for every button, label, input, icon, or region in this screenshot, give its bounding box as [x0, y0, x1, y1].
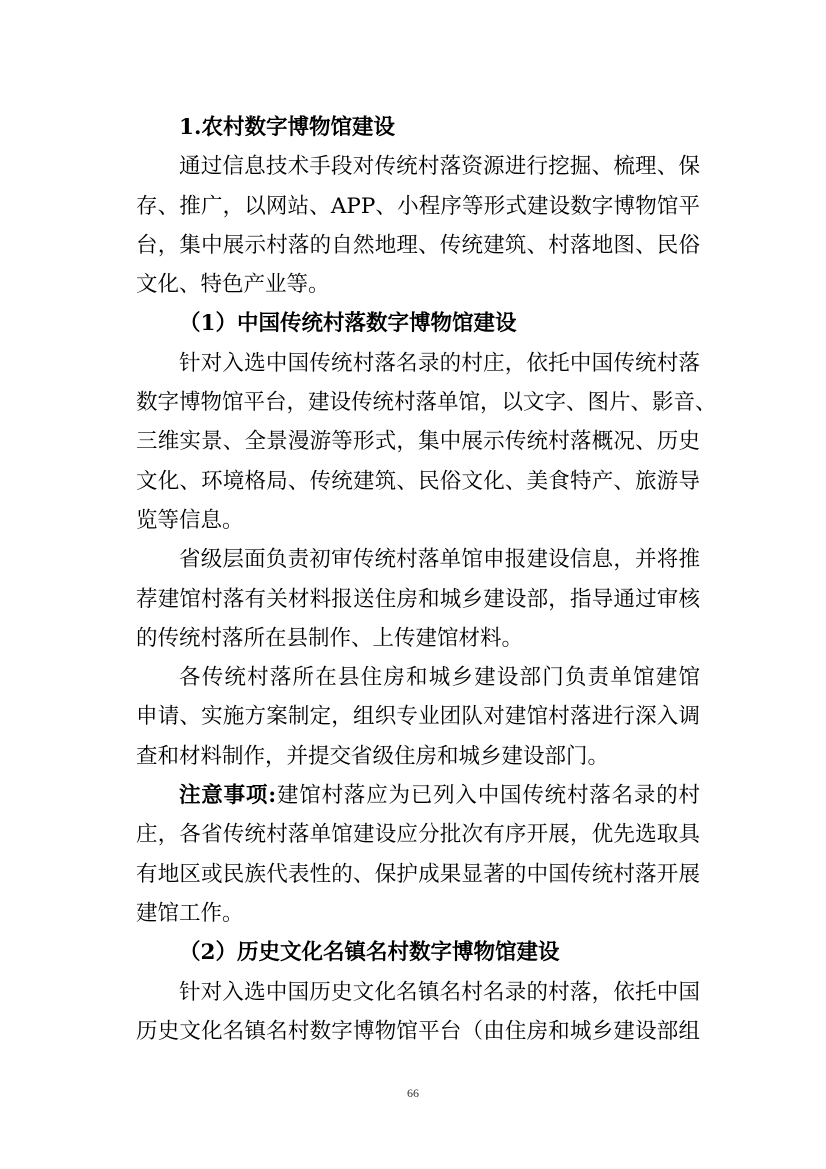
- text-line: 各传统村落所在县住房和城乡建设部门负责单馆建馆: [179, 665, 700, 691]
- page-number: 66: [407, 1086, 419, 1100]
- subsection-heading-2: （2）历史文化名镇名村数字博物馆建设: [179, 940, 560, 966]
- text-line: 览等信息。: [136, 507, 244, 533]
- text-line: 针对入选中国历史文化名镇名村名录的村落，依托中国: [179, 979, 700, 1005]
- text-line: 申请、实施方案制定，组织专业团队对建馆村落进行深入调: [136, 704, 700, 730]
- text-line: 通过信息技术手段对传统村落资源进行挖掘、梳理、保: [179, 154, 700, 180]
- notes-label: 注意事项:: [179, 783, 277, 809]
- page-body: [136, 108, 717, 1051]
- text-line: 建馆工作。: [136, 900, 244, 926]
- section-heading: 1.农村数字博物馆建设: [179, 115, 395, 140]
- text-line: 查和材料制作，并提交省级住房和城乡建设部门。: [136, 743, 610, 769]
- text-line: 省级层面负责初审传统村落单馆申报建设信息，并将推: [179, 547, 700, 573]
- text-line: 的传统村落所在县制作、上传建馆材料。: [136, 625, 524, 651]
- text-line: 针对入选中国传统村落名录的村庄，依托中国传统村落: [179, 350, 700, 376]
- text-line: 历史文化名镇名村数字博物馆平台（由住房和城乡建设部组: [136, 1018, 700, 1044]
- notes-text: 建馆村落应为已列入中国传统村落名录的村: [276, 783, 700, 809]
- paragraph-notes: [136, 776, 700, 933]
- paragraph-provincial: [136, 540, 700, 658]
- text-line: 庄，各省传统村落单馆建设应分批次有序开展，优先选取具: [136, 822, 700, 848]
- text-line: 数字博物馆平台，建设传统村落单馆，以文字、图片、影音、: [136, 390, 717, 416]
- text-line: 文化、特色产业等。: [136, 272, 330, 298]
- paragraph-county: [136, 658, 700, 776]
- paragraph-historic-towns: [136, 973, 700, 1052]
- text-line: [136, 776, 700, 815]
- text-line: 有地区或民族代表性的、保护成果显著的中国传统村落开展: [136, 861, 700, 887]
- text-line: 台，集中展示村落的自然地理、传统建筑、村落地图、民俗: [136, 232, 700, 258]
- paragraph-traditional-village: [136, 344, 717, 540]
- text-line: 三维实景、全景漫游等形式，集中展示传统村落概况、历史: [136, 429, 700, 455]
- subsection-heading-1: （1）中国传统村落数字博物馆建设: [179, 311, 517, 337]
- text-line: 荐建馆村落有关材料报送住房和城乡建设部，指导通过审核: [136, 586, 700, 612]
- text-line: 文化、环境格局、传统建筑、民俗文化、美食特产、旅游导: [136, 468, 700, 494]
- paragraph-intro: [136, 147, 700, 304]
- text-line: 存、推广，以网站、APP、小程序等形式建设数字博物馆平: [136, 193, 700, 219]
